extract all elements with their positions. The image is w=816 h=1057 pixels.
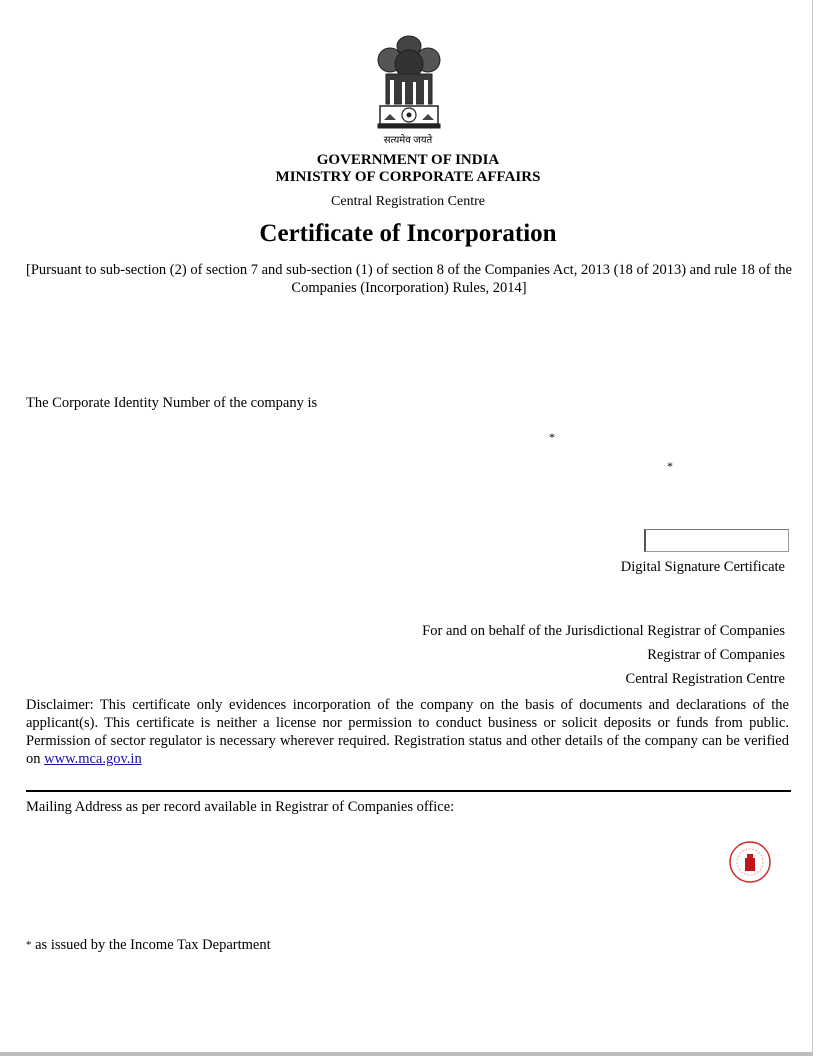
asterisk-marker: * [549,430,555,444]
government-heading: GOVERNMENT OF INDIA [316,152,500,168]
pursuant-clause: [Pursuant to sub-section (2) of section 7 and sub-section (1) of section 8 of the Companies Act, 2013 (18 of 2013) and rule 18 of the Companies (Incorporation) Rules, 2014] [26,262,792,296]
mailing-address-label: Mailing Address as per record available in Registrar of Companies office: [26,799,455,815]
registrar-office: Central Registration Centre [625,671,785,687]
asterisk-marker: * [667,459,673,473]
section-divider [26,790,791,792]
mca-website-link[interactable]: www.mca.gov.in [44,751,142,767]
footnote-text: as issued by the Income Tax Department [31,937,271,953]
ministry-heading: MINISTRY OF CORPORATE AFFAIRS [275,169,541,185]
registrar-title: Registrar of Companies [647,647,785,663]
digital-signature-box[interactable] [644,529,789,552]
footnote-marker: * [26,939,32,951]
centre-heading: Central Registration Centre [331,194,485,209]
behalf-line: For and on behalf of the Jurisdictional Registrar of Companies [422,623,785,639]
certificate-title: Certificate of Incorporation [259,220,557,247]
disclaimer-text: Disclaimer: This certificate only evidences incorporation of the company on the basis of documents and declarations of the applicant(s). This certificate is neither a license nor permission to conduct business or solicit deposits or funds from public. Permission of sector regulator is necessary wherever required. Registration status and other details of the company can be verified on [26,697,789,767]
footnote [26,937,271,954]
issuing-authority [0,152,816,186]
digital-signature-label: Digital Signature Certificate [620,559,785,575]
cin-statement: The Corporate Identity Number of the company is [26,395,318,411]
disclaimer [26,696,789,768]
signatory-block [422,619,785,691]
emblem-motto: सत्यमेव जयते [383,135,433,146]
ministry-seal-icon [726,840,774,884]
national-emblem-icon [372,30,446,148]
